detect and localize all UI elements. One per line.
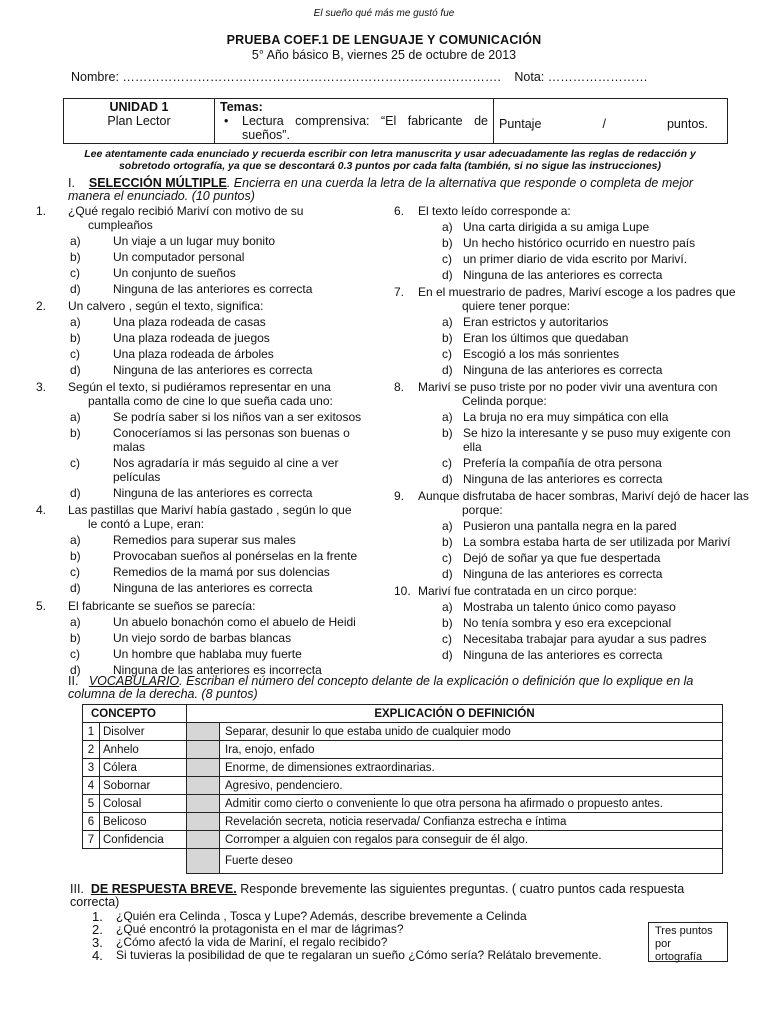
unit-title: UNIDAD 1: [109, 100, 169, 114]
vocabulary-row: [83, 777, 723, 795]
answer-option[interactable]: [42, 363, 362, 377]
unit-subtitle: Plan Lector: [107, 114, 171, 128]
question-text: Un calvero , según el texto, significa:: [68, 299, 264, 313]
answer-option[interactable]: [42, 234, 362, 248]
answer-option[interactable]: [394, 551, 750, 565]
questions-right-column: [394, 204, 750, 665]
question-item: [394, 584, 750, 662]
question-number: 3.: [36, 380, 47, 394]
option-letter: d): [70, 282, 81, 296]
option-letter: a): [70, 533, 81, 547]
score-separator: /: [602, 117, 606, 131]
option-text: Una carta dirigida a su amiga Lupe: [463, 220, 650, 234]
option-text: Ninguna de las anteriores es correcta: [113, 282, 313, 296]
option-letter: b): [442, 331, 453, 345]
question-text: Mariví se puso triste por no poder vivir una aventura con Celinda porque:: [418, 380, 718, 408]
option-letter: b): [70, 631, 81, 645]
definition-text: Fuerte deseo: [220, 849, 723, 874]
answer-number-box[interactable]: [187, 777, 220, 795]
question-number: 7.: [394, 285, 405, 299]
short-question-text: ¿Qué encontró la protagonista en el mar de lágrimas?: [116, 922, 404, 936]
section-2-title: VOCABULARIO: [88, 674, 180, 688]
section-2-text: . Escriban el número del concepto delante de la explicación o definición que lo explique en la columna de la derecha. (8 puntos): [68, 674, 694, 701]
question-text: Las pastillas que Mariví había gastado , según lo que le contó a Lupe, eran:: [68, 503, 352, 531]
question-number: 1.: [36, 204, 47, 218]
answer-option[interactable]: [42, 533, 362, 547]
option-letter: c): [70, 266, 80, 280]
option-letter: b): [70, 250, 81, 264]
concept-number: 3: [83, 759, 100, 777]
answer-option[interactable]: [42, 456, 362, 484]
concept-number: 7: [83, 831, 100, 849]
section-1-heading: [68, 177, 728, 203]
short-question-number: 2.: [92, 922, 103, 937]
option-text: Un computador personal: [113, 250, 245, 264]
answer-option[interactable]: [394, 616, 750, 630]
option-text: Eran estrictos y autoritarios: [463, 315, 609, 329]
vocabulary-row: [83, 795, 723, 813]
definition-text: Revelación secreta, noticia reservada/ Confianza estrecha e íntima: [220, 813, 723, 831]
option-letter: c): [442, 347, 452, 361]
option-text: Ninguna de las anteriores es incorrecta: [113, 663, 322, 677]
concept-word: Disolver: [100, 723, 187, 741]
vocabulary-table: [82, 704, 723, 874]
question-item: [36, 380, 362, 500]
vocabulary-row: [83, 849, 723, 874]
option-text: Un hecho histórico ocurrido en nuestro país: [463, 236, 696, 250]
unit-info-box: [63, 98, 728, 144]
option-text: Ninguna de las anteriores es correcta: [463, 472, 663, 486]
answer-option[interactable]: [394, 252, 750, 266]
option-text: Ninguna de las anteriores es correcta: [113, 581, 313, 595]
option-letter: c): [70, 347, 80, 361]
concept-number: 2: [83, 741, 100, 759]
question-number: 4.: [36, 503, 47, 517]
answer-number-box[interactable]: [187, 813, 220, 831]
question-item: [394, 285, 750, 377]
question-stem: [36, 204, 362, 232]
vocabulary-row: [83, 759, 723, 777]
answer-option[interactable]: [42, 615, 362, 629]
answer-option[interactable]: [42, 581, 362, 595]
option-letter: d): [442, 648, 453, 662]
topics-cell: [215, 99, 494, 144]
question-stem: [36, 380, 362, 408]
answer-option[interactable]: [42, 565, 362, 579]
section-3-numeral: III.: [70, 882, 84, 896]
question-stem: [36, 299, 362, 313]
question-item: [394, 380, 750, 486]
option-letter: c): [442, 456, 452, 470]
question-item: [36, 599, 362, 677]
question-text: ¿Qué regalo recibió Mariví con motivo de su cumpleaños: [68, 204, 304, 232]
answer-option[interactable]: [394, 363, 750, 377]
answer-option[interactable]: [42, 315, 362, 329]
option-letter: c): [70, 456, 80, 470]
vocabulary-row: [83, 723, 723, 741]
option-text: Se podría saber si los niños van a ser exitosos: [113, 410, 362, 424]
vocabulary-header-row: [83, 705, 723, 723]
answer-number-box[interactable]: [187, 795, 220, 813]
question-text: El texto leído corresponde a:: [418, 204, 571, 218]
definition-text: Separar, desunir lo que estaba unido de cualquier modo: [220, 723, 723, 741]
option-text: Remedios para superar sus males: [113, 533, 296, 547]
questions-left-column: [36, 204, 362, 680]
option-text: un primer diario de vida escrito por Mariví.: [463, 252, 688, 266]
exam-subtitle: 5° Año básico B, viernes 25 de octubre de 2013: [251, 48, 517, 62]
option-text: Un viejo sordo de barbas blancas: [113, 631, 292, 645]
question-text: Mariví fue contratada en un circo porque:: [418, 584, 637, 598]
section-1-title: SELECCIÓN MÚLTIPLE: [88, 176, 227, 190]
option-letter: b): [70, 426, 81, 440]
spelling-note-box: Tres puntos por ortografía: [648, 922, 728, 962]
score-unit: puntos.: [666, 117, 708, 131]
option-letter: a): [70, 315, 81, 329]
option-text: Ninguna de las anteriores es correcta: [113, 486, 313, 500]
option-text: Ninguna de las anteriores es correcta: [113, 363, 313, 377]
option-letter: a): [442, 315, 453, 329]
answer-option[interactable]: [42, 347, 362, 361]
option-letter: b): [442, 236, 453, 250]
score-cell: [494, 99, 728, 144]
option-text: La sombra estaba harta de ser utilizada por Mariví: [463, 535, 731, 549]
section-3-text: Responde brevemente las siguientes preguntas. ( cuatro puntos cada respuesta correcta): [70, 882, 685, 909]
option-letter: c): [70, 647, 80, 661]
option-letter: b): [442, 616, 453, 630]
concept-word: Belicoso: [100, 813, 187, 831]
question-number: 8.: [394, 380, 405, 394]
answer-option[interactable]: [42, 282, 362, 296]
question-number: 9.: [394, 489, 405, 503]
question-stem: [394, 584, 750, 598]
short-answer-question: [92, 949, 652, 962]
short-question-number: 3.: [92, 935, 103, 950]
option-text: Una plaza rodeada de árboles: [113, 347, 274, 361]
vocabulary-row: [83, 813, 723, 831]
answer-option[interactable]: [42, 486, 362, 500]
answer-option[interactable]: [394, 472, 750, 486]
answer-option[interactable]: [42, 549, 362, 563]
section-2-heading: [68, 675, 733, 701]
answer-option[interactable]: [394, 410, 750, 424]
answer-number-box[interactable]: [187, 759, 220, 777]
section-1-numeral: I.: [68, 176, 75, 190]
unit-cell: [64, 99, 215, 144]
option-text: Ninguna de las anteriores es correcta: [463, 648, 663, 662]
answer-option[interactable]: [394, 315, 750, 329]
topic-item: [220, 114, 488, 142]
concept-number: 6: [83, 813, 100, 831]
answer-option[interactable]: [394, 236, 750, 250]
bullet-icon: •: [224, 114, 229, 128]
option-text: Un conjunto de sueños: [113, 266, 236, 280]
answer-option[interactable]: [394, 347, 750, 361]
option-letter: a): [442, 410, 453, 424]
answer-option[interactable]: [42, 266, 362, 280]
concept-word: Colosal: [100, 795, 187, 813]
option-text: Una plaza rodeada de casas: [113, 315, 266, 329]
definition-text: Enorme, de dimensiones extraordinarias.: [220, 759, 723, 777]
option-text: Un hombre que hablaba muy fuerte: [113, 647, 302, 661]
answer-option[interactable]: [42, 410, 362, 424]
vocabulary-row: [83, 741, 723, 759]
question-stem: [394, 380, 750, 408]
section-1-text: . Encierra en una cuerda la letra de la alternativa que responde o completa de mejor manera el enunciado. (10 puntos): [68, 176, 694, 203]
option-letter: a): [70, 615, 81, 629]
answer-option[interactable]: [394, 600, 750, 614]
option-text: No tenía sombra y eso era excepcional: [463, 616, 672, 630]
instructions: Lee atentamente cada enunciado y recuerda escribir con letra manuscrita y usar adecuadamente las reglas de redacción y sobretodo ortografía, ya que se descontará 0.3 puntos por cada falta (también, si no sigue las instrucciones): [84, 148, 696, 172]
concept-word: [100, 849, 187, 874]
option-text: Ninguna de las anteriores es correcta: [463, 567, 663, 581]
option-letter: a): [70, 234, 81, 248]
definition-text: Ira, enojo, enfado: [220, 741, 723, 759]
concept-word: Anhelo: [100, 741, 187, 759]
answer-number-box[interactable]: [187, 723, 220, 741]
option-letter: d): [70, 363, 81, 377]
answer-option[interactable]: [42, 631, 362, 645]
option-letter: a): [70, 410, 81, 424]
option-letter: c): [70, 565, 80, 579]
concept-word: Cólera: [100, 759, 187, 777]
concept-number: 5: [83, 795, 100, 813]
answer-option[interactable]: [394, 648, 750, 662]
question-number: 2.: [36, 299, 47, 313]
option-letter: d): [70, 663, 81, 677]
option-text: Escogió a los más sonrientes: [463, 347, 620, 361]
option-text: Nos agradaría ir más seguido al cine a ver películas: [113, 456, 339, 484]
answer-option[interactable]: [394, 456, 750, 470]
concept-number: 1: [83, 723, 100, 741]
exam-title: PRUEBA COEF.1 DE LENGUAJE Y COMUNICACIÓN: [226, 33, 542, 47]
option-letter: b): [442, 535, 453, 549]
concept-word: Sobornar: [100, 777, 187, 795]
definition-text: Agresivo, pendenciero.: [220, 777, 723, 795]
answer-option[interactable]: [394, 632, 750, 646]
option-letter: c): [442, 632, 452, 646]
option-text: Eran los últimos que quedaban: [463, 331, 629, 345]
option-text: Ninguna de las anteriores es correcta: [463, 268, 663, 282]
answer-number-box[interactable]: [187, 741, 220, 759]
question-stem: [36, 599, 362, 613]
option-letter: b): [70, 549, 81, 563]
option-text: La bruja no era muy simpática con ella: [463, 410, 669, 424]
handwritten-top-note: El sueño qué más me gustó fue: [313, 8, 455, 19]
question-item: [36, 204, 362, 296]
option-text: Un abuelo bonachón como el abuelo de Heidi: [113, 615, 356, 629]
option-text: Se hizo la interesante y se puso muy exigente con ella: [463, 426, 731, 454]
short-answer-list: [92, 910, 652, 962]
answer-option[interactable]: [42, 331, 362, 345]
definition-text: Corromper a alguien con regalos para conseguir de él algo.: [220, 831, 723, 849]
option-letter: a): [442, 220, 453, 234]
section-3-title: DE RESPUESTA BREVE.: [90, 882, 237, 896]
answer-option[interactable]: [394, 331, 750, 345]
option-text: Remedios de la mamá por sus dolencias: [113, 565, 330, 579]
option-text: Pusieron una pantalla negra en la pared: [463, 519, 677, 533]
question-stem: [394, 285, 750, 313]
option-letter: b): [70, 331, 81, 345]
grade-field[interactable]: Nota: ……………………: [514, 70, 648, 84]
option-text: Dejó de soñar ya que fue despertada: [463, 551, 661, 565]
section-2-numeral: II.: [68, 674, 79, 688]
option-letter: d): [442, 567, 453, 581]
option-text: Ninguna de las anteriores es correcta: [463, 363, 663, 377]
option-letter: a): [442, 519, 453, 533]
option-letter: d): [442, 268, 453, 282]
answer-option[interactable]: [394, 567, 750, 581]
option-letter: c): [442, 551, 452, 565]
name-field[interactable]: Nombre: ……………………………………………………………………………….: [71, 70, 501, 84]
explanation-header: EXPLICACIÓN O DEFINICIÓN: [187, 705, 723, 723]
option-text: Prefería la compañía de otra persona: [463, 456, 662, 470]
question-number: 5.: [36, 599, 47, 613]
question-text: Aunque disfrutaba de hacer sombras, Mariví dejó de hacer las porque:: [418, 489, 749, 517]
answer-option[interactable]: [42, 647, 362, 661]
question-stem: [36, 503, 362, 531]
vocabulary-row: [83, 831, 723, 849]
option-letter: b): [442, 426, 453, 440]
score-line: [499, 111, 722, 131]
section-3-heading: [70, 883, 730, 909]
option-text: Mostraba un talento único como payaso: [463, 600, 676, 614]
option-text: Necesitaba trabajar para ayudar a sus padres: [463, 632, 707, 646]
option-text: Conoceríamos si las personas son buenas o malas: [113, 426, 350, 454]
answer-option[interactable]: [394, 535, 750, 549]
question-item: [36, 503, 362, 595]
short-question-number: 1.: [92, 909, 103, 924]
answer-option[interactable]: [394, 220, 750, 234]
answer-option[interactable]: [394, 268, 750, 282]
concept-word: Confidencia: [100, 831, 187, 849]
question-text: El fabricante se sueños se parecía:: [68, 599, 256, 613]
short-question-number: 4.: [92, 948, 103, 963]
answer-option[interactable]: [394, 519, 750, 533]
concept-header: CONCEPTO: [83, 705, 187, 723]
answer-option[interactable]: [42, 426, 362, 454]
answer-number-box[interactable]: [187, 831, 220, 849]
option-letter: d): [70, 486, 81, 500]
option-letter: d): [442, 363, 453, 377]
question-item: [394, 204, 750, 282]
answer-option[interactable]: [42, 250, 362, 264]
option-letter: c): [442, 252, 452, 266]
answer-number-box[interactable]: [187, 849, 220, 874]
question-item: [36, 299, 362, 377]
answer-option[interactable]: [394, 426, 750, 454]
option-letter: a): [442, 600, 453, 614]
question-number: 6.: [394, 204, 405, 218]
option-letter: d): [70, 581, 81, 595]
question-text: Según el texto, si pudiéramos representar en una pantalla como de cine lo que sueña cada uno:: [68, 380, 333, 408]
question-stem: [394, 204, 750, 218]
option-text: Una plaza rodeada de juegos: [113, 331, 270, 345]
short-question-text: ¿Cómo afectó la vida de Mariní, el regalo recibido?: [116, 935, 388, 949]
topics-title: Temas:: [220, 100, 263, 114]
topic-text: Lectura comprensiva: “El fabricante de sueños”.: [242, 114, 488, 142]
concept-number: [83, 849, 100, 874]
option-text: Un viaje a un lugar muy bonito: [113, 234, 276, 248]
name-grade-line: [71, 70, 648, 84]
question-number: 10.: [394, 584, 411, 598]
question-stem: [394, 489, 750, 517]
question-text: En el muestrario de padres, Mariví escoge a los padres que quiere tener porque:: [418, 285, 736, 313]
concept-number: 4: [83, 777, 100, 795]
short-question-text: Si tuvieras la posibilidad de que te regalaran un sueño ¿Cómo sería? Relátalo brevemente.: [116, 948, 602, 962]
option-text: Provocaban sueños al ponérselas en la frente: [113, 549, 358, 563]
question-item: [394, 489, 750, 581]
short-question-text: ¿Quién era Celinda , Tosca y Lupe? Además, describe brevemente a Celinda: [116, 909, 527, 923]
definition-text: Admitir como cierto o conveniente lo que otra persona ha afirmado o propuesto antes.: [220, 795, 723, 813]
option-letter: d): [442, 472, 453, 486]
score-label: Puntaje: [499, 117, 542, 131]
